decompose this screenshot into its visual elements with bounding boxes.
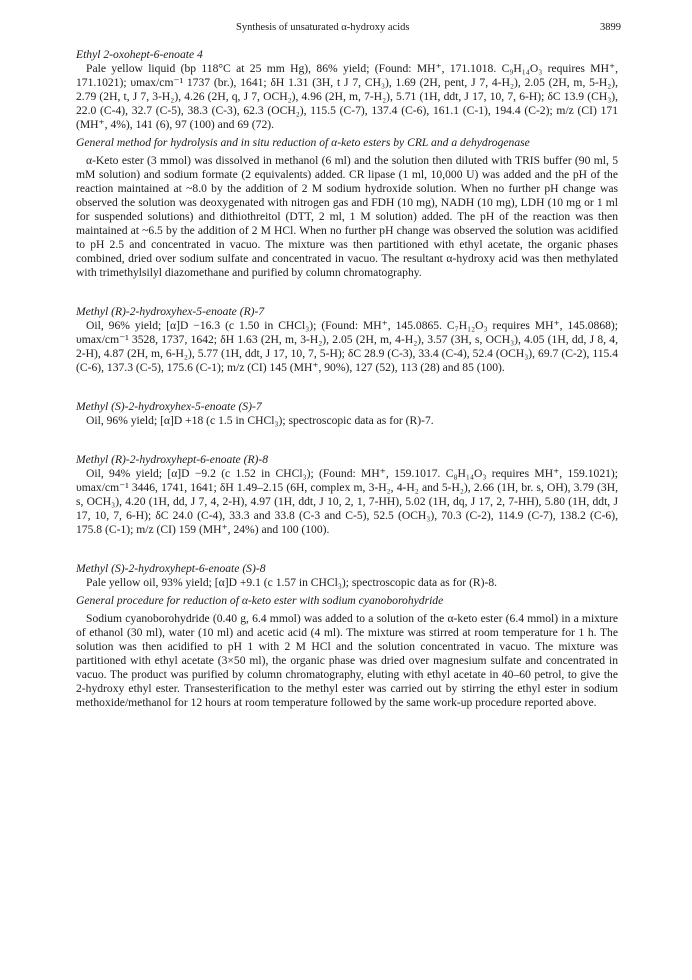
section-heading: Methyl (S)-2-hydroxyhex-5-enoate (S)-7 [76,400,262,413]
running-title: Synthesis of unsaturated α-hydroxy acids [236,22,410,33]
section-paragraph: Sodium cyanoborohydride (0.40 g, 6.4 mmol) was added to a solution of the α-keto ester (6.4 mmol) in a mixture of ethanol (30 ml), water (10 ml) and acetic acid (4 ml). The mixture was stirred at room temperature for 1 h. The solution was then acidified to pH 1 with 2 M HCl and the solution concentrated in vacuo. The mixture was partitioned with ethyl acetate (3×50 ml), the organic phase was dried over magnesium sulfate and concentrated in vacuo. The product was purified by column chromatography, eluting with ethyl acetate in 40–60 petrol, to give the 2-hydroxy ethyl ester. Transesterification to the methyl ester was carried out by stirring the ethyl ester in sodium methoxide/methanol for 12 hours at room temperature followed by the same work-up procedure reported above. [76,612,618,709]
page-number: 3899 [600,22,621,33]
compound-section [76,562,618,590]
section-heading: General method for hydrolysis and in situ reduction of α-keto esters by CRL and a dehydrogenase [76,136,530,149]
compound-section [76,305,618,375]
section-paragraph: Oil, 96% yield; [α]D +18 (c 1.5 in CHCl₃); spectroscopic data as for (R)-7. [86,414,434,427]
compound-section [76,453,618,537]
section-heading: Methyl (S)-2-hydroxyhept-6-enoate (S)-8 [76,562,266,575]
section-heading: Methyl (R)-2-hydroxyhept-6-enoate (R)-8 [76,453,269,466]
section-heading: General procedure for reduction of α-keto ester with sodium cyanoborohydride [76,594,444,607]
procedure-section [76,594,618,710]
section-heading: Methyl (R)-2-hydroxyhex-5-enoate (R)-7 [76,305,265,318]
section-paragraph: Oil, 96% yield; [α]D −16.3 (c 1.50 in CHCl₃); (Found: MH⁺, 145.0865. C₇H₁₂O₃ requires MH⁺, 145.0868); υmax/cm⁻¹ 3528, 1737, 1642; δH 1.63 (2H, m, 3-H₂), 2.05 (2H, m, 4-H₂), 3.57 (3H, s, OCH₃), 4.05 (1H, dd, J 8, 4, 2-H), 4.87 (2H, m, 6-H₂), 5.77 (1H, ddt, J 17, 10, 7, 5-H); δC 28.9 (C-3), 33.4 (C-4), 52.4 (OCH₃), 69.7 (C-2), 115.4 (C-6), 137.3 (C-5), 175.6 (C-1); m/z (CI) 145 (MH⁺, 90%), 127 (52), 113 (28) and 85 (100). [76,319,618,374]
procedure-section [76,136,618,280]
section-heading: Ethyl 2-oxohept-6-enoate 4 [76,48,203,61]
section-paragraph: Pale yellow liquid (bp 118°C at 25 mm Hg), 86% yield; (Found: MH⁺, 171.1018. C₉H₁₄O₃ requires MH⁺, 171.1021); υmax/cm⁻¹ 1737 (br.), 1641; δH 1.31 (3H, t J 7, CH₃), 1.69 (2H, pent, J 7, 4-H₂), 2.05 (2H, m, 5-H₂), 2.79 (2H, t, J 7, 3-H₂), 4.26 (2H, q, J 7, OCH₂), 4.96 (2H, m, 7-H₂), 5.71 (1H, ddt, J 17, 10, 7, 6-H); δC 13.9 (CH₃), 22.0 (C-4), 32.7 (C-5), 38.3 (C-3), 62.3 (OCH₂), 115.5 (C-7), 137.4 (C-6), 161.1 (C-1), 194.4 (C-2); m/z (CI) 171 (MH⁺, 4%), 141 (6), 97 (100) and 69 (72). [76,62,618,131]
page-header [0,22,692,38]
section-paragraph: α-Keto ester (3 mmol) was dissolved in methanol (6 ml) and the solution then diluted with TRIS buffer (90 ml, 5 mM solution) and sodium formate (2 equivalents) added. CR lipase (1 ml, 10,000 U) was added and the pH of the reaction maintained at ~8.0 by the addition of 2 M sodium hydroxide solution. When no further pH change was observed the solution was deoxygenated with nitrogen gas and FDH (10 mg), NADH (10 mg), LDH (10 mg or 1 ml for suspended solutions) and dithiothreitol (DTT, 2 ml, 1 M solution) added. The pH of the reaction was then maintained at ~6.5 by the addition of 2 M HCl. When no further pH change was observed the solution was acidified to pH 2.5 and concentrated in vacuo. The mixture was then partitioned with ethyl acetate, the organic phases combined, dried over sodium sulfate and concentrated in vacuo. The resultant α-hydroxy acid was then methylated with trimethylsilyl diazomethane and purified by column chromatography. [76,154,618,279]
section-paragraph: Oil, 94% yield; [α]D −9.2 (c 1.52 in CHCl₃); (Found: MH⁺, 159.1017. C₈H₁₄O₃ requires MH⁺, 159.1021); υmax/cm⁻¹ 3446, 1741, 1641; δH 1.49–2.15 (6H, complex m, 3-H₂, 4-H₂ and 5-H₂), 2.66 (1H, br. s, OH), 3.79 (3H, s, OCH₃), 4.20 (1H, dd, J 7, 4, 2-H), 4.97 (1H, ddt, J 10, 2, 1, 7-HH), 5.02 (1H, dq, J 17, 2, 7-HH), 5.80 (1H, ddt, J 17, 10, 7, 6-H); δC 24.0 (C-4), 33.3 and 33.8 (C-3 and C-5), 52.5 (OCH₃), 70.3 (C-2), 114.9 (C-7), 138.2 (C-6), 175.8 (C-1); m/z (CI) 159 (MH⁺, 24%) and 100 (100). [76,467,618,536]
compound-section [76,400,618,428]
article-body [76,48,618,710]
section-paragraph: Pale yellow oil, 93% yield; [α]D +9.1 (c 1.57 in CHCl₃); spectroscopic data as for (R)-8. [86,576,498,589]
compound-section [76,48,618,132]
